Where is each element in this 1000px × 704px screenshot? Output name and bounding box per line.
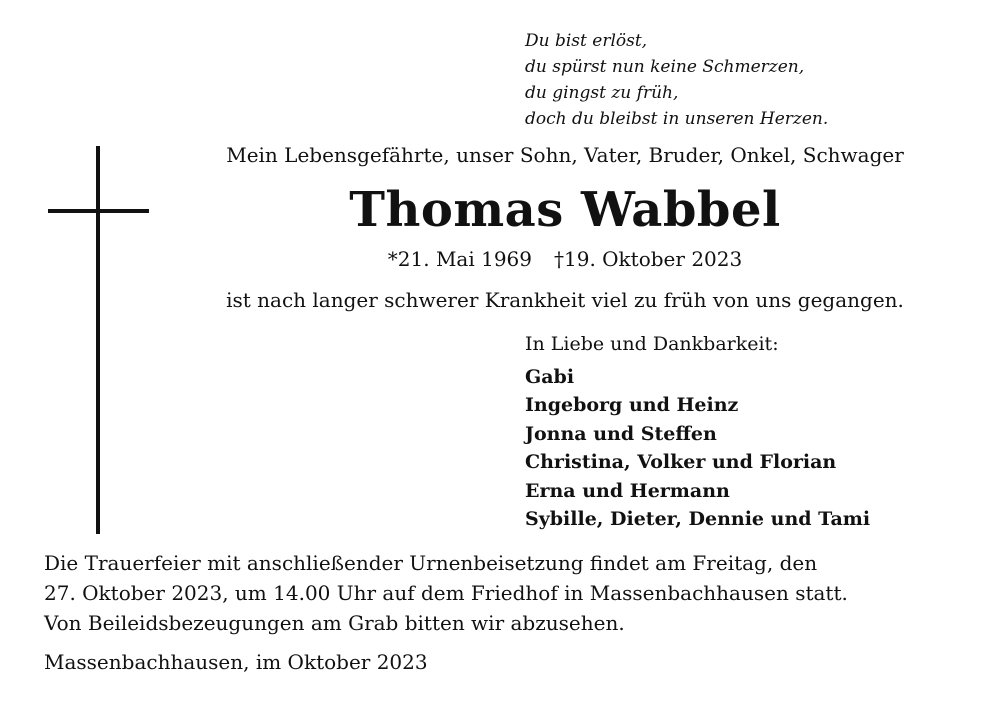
cross-horizontal-bar <box>48 209 149 213</box>
deceased-name: Thomas Wabbel <box>349 182 781 238</box>
poem-line: Du bist erlöst, <box>525 31 648 51</box>
life-dates <box>160 244 970 274</box>
death-date: †19. Oktober 2023 <box>554 247 743 271</box>
poem-line: du gingst zu früh, <box>525 83 679 103</box>
funeral-line: Von Beileidsbezeugungen am Grab bitten wir abzusehen. <box>44 611 625 635</box>
mourners-heading: In Liebe und Dankbarkeit: <box>525 333 779 355</box>
birth-date: *21. Mai 1969 <box>387 247 532 271</box>
memorial-poem <box>525 28 828 132</box>
funeral-line: 27. Oktober 2023, um 14.00 Uhr auf dem Friedhof in Massenbachhausen statt. <box>44 581 848 605</box>
funeral-details <box>44 548 944 638</box>
mourner-name: Ingeborg und Heinz <box>525 394 739 416</box>
mourner-name: Christina, Volker und Florian <box>525 451 837 473</box>
poem-line: du spürst nun keine Schmerzen, <box>525 57 805 77</box>
mourner-name: Gabi <box>525 365 575 388</box>
poem-line: doch du bleibst in unseren Herzen. <box>525 109 829 129</box>
mourners-list <box>525 330 870 534</box>
cross-vertical-bar <box>96 146 100 534</box>
passing-statement: ist nach langer schwerer Krankheit viel zu früh von uns gegangen. <box>226 288 904 312</box>
mourner-name: Sybille, Dieter, Dennie und Tami <box>525 508 871 530</box>
intro-text: Mein Lebensgefährte, unser Sohn, Vater, Bruder, Onkel, Schwager <box>226 143 904 167</box>
place-and-date: Massenbachhausen, im Oktober 2023 <box>44 650 428 674</box>
mourner-name: Erna und Hermann <box>525 479 730 502</box>
mourner-name: Jonna und Steffen <box>525 422 717 445</box>
funeral-line: Die Trauerfeier mit anschließender Urnenbeisetzung findet am Freitag, den <box>44 551 818 575</box>
